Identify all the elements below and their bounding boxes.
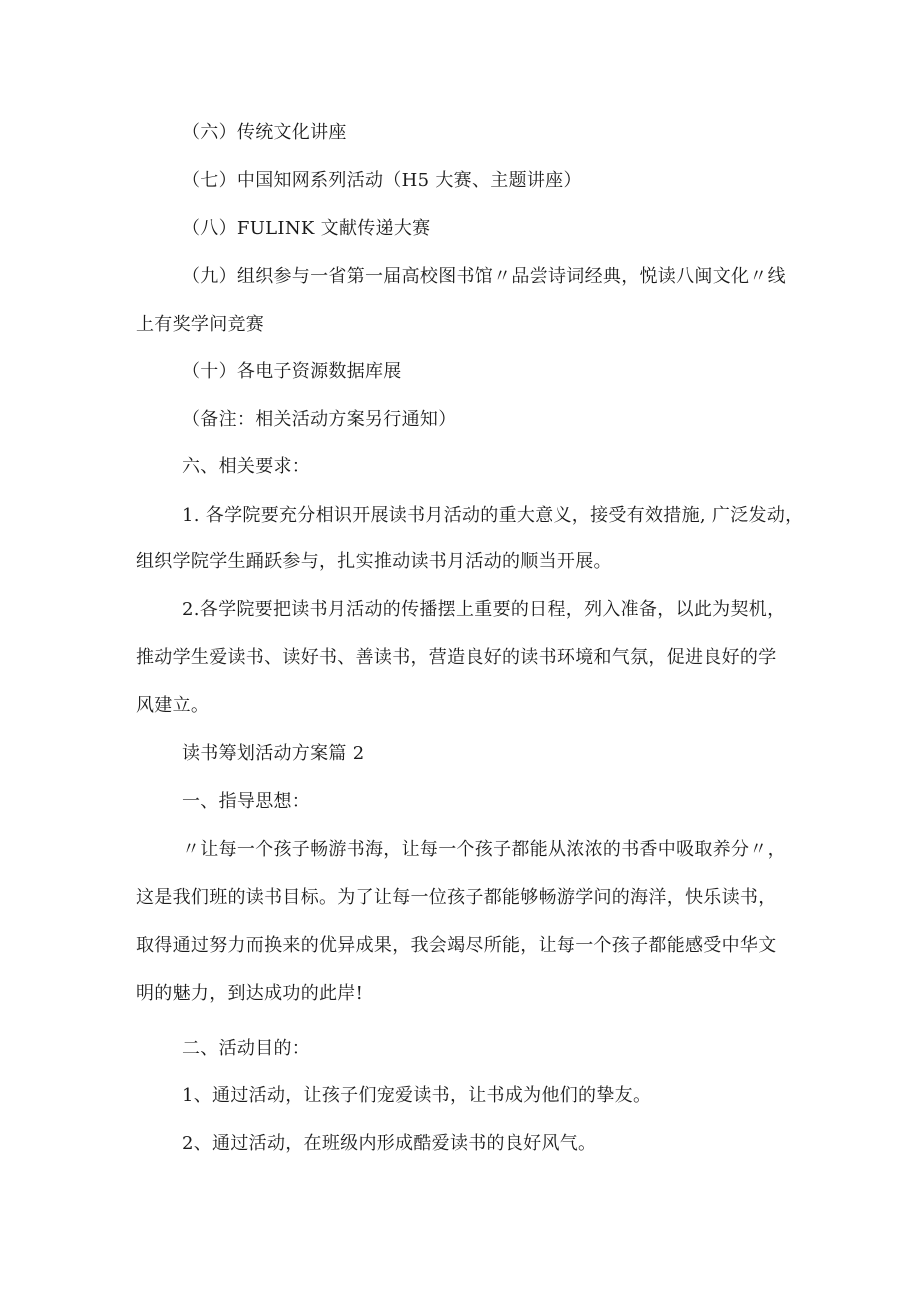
list-item-9-line1: （九）组织参与一省第一届高校图书馆〃品尝诗词经典，悦读八闽文化〃线	[182, 266, 786, 287]
paragraph-line3: 取得通过努力而换来的优异成果，我会竭尽所能，让每一个孩子都能感受中华文	[136, 935, 777, 956]
paragraph-line4: 明的魅力，到达成功的此岸!	[136, 983, 364, 1004]
requirement-1-line1: 1. 各学院要充分相识开展读书月活动的重大意义，接受有效措施, 广泛发动，	[182, 505, 804, 526]
list-item-6: （六）传统文化讲座	[182, 122, 347, 143]
list-item-8: （八）FULINK 文献传递大赛	[182, 218, 431, 239]
goal-1: 1、通过活动，让孩子们宠爱读书，让书成为他们的挚友。	[182, 1085, 652, 1106]
list-item-9-line2: 上有奖学问竞赛	[136, 314, 265, 335]
paragraph-line1: 〃让每一个孩子畅游书海，让每一个孩子都能从浓浓的书香中吸取养分〃，	[182, 839, 786, 860]
plan2-title: 读书筹划活动方案篇 2	[182, 743, 365, 764]
requirement-1-line2: 组织学院学生踊跃参与，扎实推动读书月活动的顺当开展。	[136, 551, 612, 572]
list-item-7: （七）中国知网系列活动（H5 大赛、主题讲座）	[182, 170, 582, 191]
paragraph-line2: 这是我们班的读书目标。为了让每一位孩子都能够畅游学问的海洋，快乐读书，	[136, 887, 777, 908]
section-heading-guiding-ideology: 一、指导思想：	[182, 791, 311, 812]
note: （备注：相关活动方案另行通知）	[182, 409, 457, 430]
goal-2: 2、通过活动，在班级内形成酷爱读书的良好风气。	[182, 1133, 597, 1154]
requirement-2-line2: 推动学生爱读书、读好书、善读书，营造良好的读书环境和气氛，促进良好的学	[136, 647, 777, 668]
requirement-2-line3: 风建立。	[136, 695, 210, 716]
section-heading-requirements: 六、相关要求：	[182, 456, 311, 477]
requirement-2-line1: 2.各学院要把读书月活动的传播摆上重要的日程，列入准备，以此为契机，	[182, 599, 786, 620]
section-heading-activity-goals: 二、活动目的：	[182, 1038, 311, 1059]
list-item-10: （十）各电子资源数据库展	[182, 361, 402, 382]
